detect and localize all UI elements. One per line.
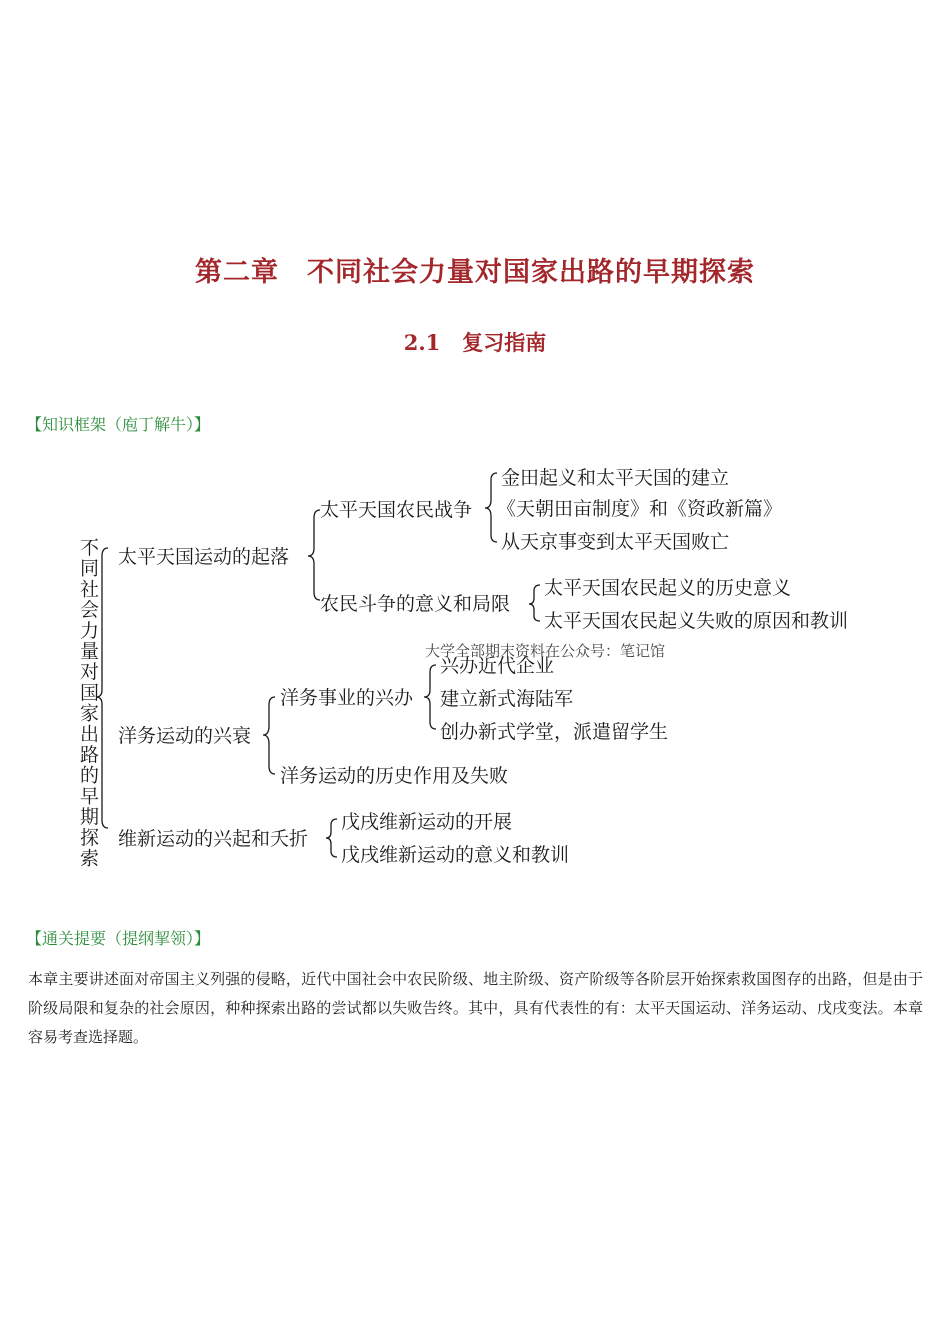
section-name: 复习指南 [462,331,547,355]
mindmap-root-char: 对 [80,661,100,684]
mindmap-root-char: 国 [80,681,100,704]
brace-n3 [326,819,337,857]
mindmap-root-char: 不 [80,537,100,559]
section-number: 2.1 [403,330,441,355]
chapter-title: 第二章 不同社会力量对国家出路的早期探索 [195,257,755,288]
brace-n2 [263,697,275,774]
mindmap-root-char: 路 [80,744,100,766]
watermark-text: 大学全部期末资料在公众号：笔记馆 [425,642,666,660]
node-n2: 洋务运动的兴衰 [118,725,252,747]
node-n2a-item: 建立新式海陆军 [440,688,574,710]
brace-n1b [529,585,540,621]
mindmap-root [80,537,99,870]
node-n1a-item: 《天朝田亩制度》和《资政新篇》 [497,498,783,520]
node-n2a: 洋务事业的兴办 [280,687,414,709]
mindmap-root-char: 家 [80,702,100,725]
mindmap-root-char: 会 [80,599,100,622]
mindmap-root-char: 早 [80,785,100,808]
brace-n1 [308,510,320,600]
mindmap-root-char: 社 [80,578,100,601]
node-n3-item: 戊戌维新运动的开展 [341,811,513,833]
mindmap-root-char: 出 [80,723,100,746]
mindmap-root-char: 索 [80,847,100,870]
mindmap-root-char: 同 [80,557,100,580]
node-n1a-item: 从天京事变到太平天国败亡 [501,531,730,553]
node-n1b: 农民斗争的意义和局限 [320,593,511,615]
node-n3-item: 戊戌维新运动的意义和教训 [341,844,570,866]
node-n1a-item: 金田起义和太平天国的建立 [501,467,730,489]
summary-label: 【通关提要（提纲挈领）】 [26,929,211,948]
node-n2a-item: 创办新式学堂，派遣留学生 [440,721,669,743]
mindmap-root-char: 期 [80,806,100,829]
node-n3: 维新运动的兴起和夭折 [118,828,309,850]
node-n1b-item: 太平天国农民起义失败的原因和教训 [544,610,849,632]
node-n2a-item: 兴办近代企业 [440,655,555,677]
node-n1b-item: 太平天国农民起义的历史意义 [544,577,792,599]
node-n1a: 太平天国农民战争 [320,499,473,521]
mindmap-root-char: 量 [80,640,100,663]
mindmap-root-char: 探 [80,826,100,849]
mindmap-root-char: 力 [80,619,100,642]
brace-n1a [485,473,497,542]
summary-paragraph: 本章主要讲述面对帝国主义列强的侵略，近代中国社会中农民阶级、地主阶级、资产阶级等各阶层开始探索救国图存的出路，但是由于阶级局限和复杂的社会原因，种种探索出路的尝试都以失败告终。其中，具有代表性的有：太平天国运动、洋务运动、戊戌变法。本章容易考查选择题。 [28,970,923,1046]
brace-n2a [424,665,436,729]
framework-label: 【知识框架（庖丁解牛）】 [26,415,211,434]
node-n2b: 洋务运动的历史作用及失败 [280,765,509,787]
node-n1: 太平天国运动的起落 [118,546,290,568]
mindmap-root-char: 的 [80,764,100,787]
